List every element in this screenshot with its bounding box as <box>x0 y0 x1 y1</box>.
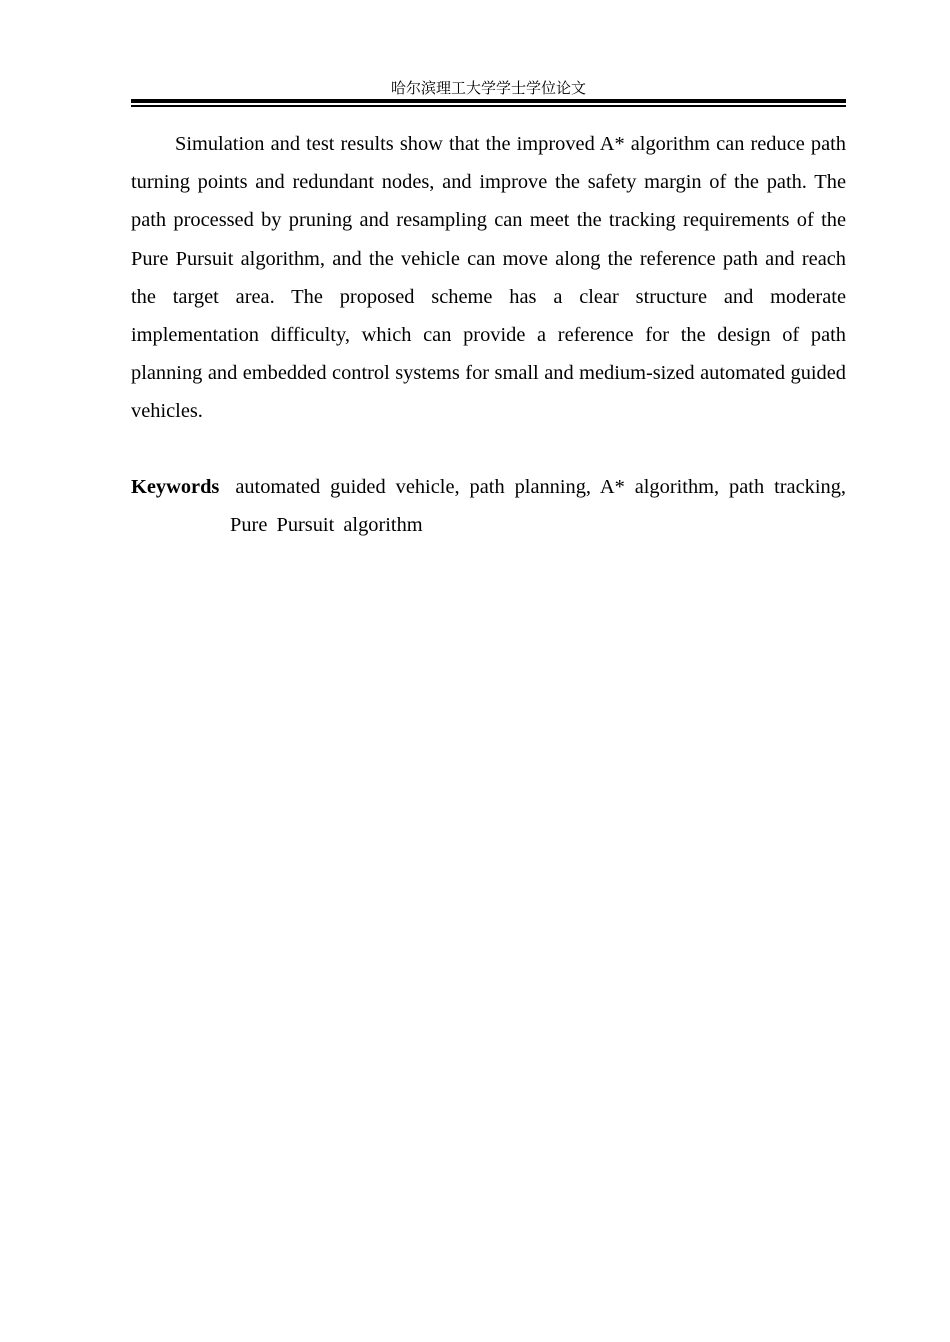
keywords-line <box>131 468 846 544</box>
header-rule-thick <box>131 99 846 103</box>
header-rule-thin <box>131 105 846 107</box>
keywords-label: Keywords <box>131 476 220 498</box>
running-header: 哈尔滨理工大学学士学位论文 <box>390 79 586 97</box>
keywords-text: automated guided vehicle, path planning, A* algorithm, path tracking, Pure Pursuit algorithm <box>230 476 846 537</box>
abstract-paragraph: Simulation and test results show that the improved A* algorithm can reduce path turning points and redundant nodes, and improve the safety margin of the path. The path processed by pruning and resampling can meet the tracking requirements of the Pure Pursuit algorithm, and the vehicle can move along the reference path and reach the target area. The proposed scheme has a clear structure and moderate implementation difficulty, which can provide a reference for the design of path planning and embedded control systems for small and medium-sized automated guided vehicles. <box>131 133 846 423</box>
